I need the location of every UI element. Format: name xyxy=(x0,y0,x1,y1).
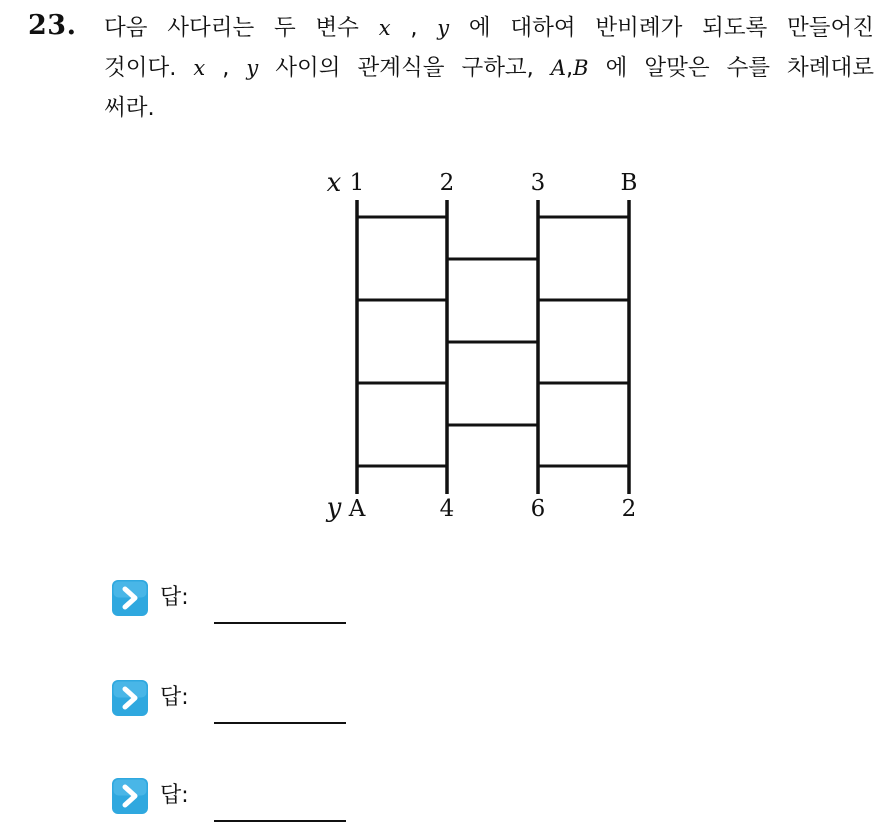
var-y: y xyxy=(437,16,450,40)
separator: , xyxy=(205,55,247,81)
answer-blank[interactable] xyxy=(214,722,346,724)
ladder-bottom-value: 6 xyxy=(530,496,546,522)
var-x: x xyxy=(193,56,206,80)
comma: , xyxy=(566,55,574,81)
separator: , xyxy=(390,15,438,41)
answer-label: 답: xyxy=(160,585,189,610)
var-B: B xyxy=(573,56,589,80)
ladder-bottom-value: 4 xyxy=(439,496,455,522)
question-line-2-b: 사이의 관계식을 구하고, xyxy=(258,55,551,81)
question-line-1-b: 에 대하여 반비례가 되도록 만들어진 xyxy=(449,15,874,41)
answer-blank[interactable] xyxy=(214,820,346,822)
ladder-bottom-value: 2 xyxy=(621,496,637,522)
question-line-2-a: 것이다. xyxy=(104,55,194,81)
var-y: y xyxy=(246,56,259,80)
ladder-bottom-var: y xyxy=(326,493,342,523)
question-line-1-a: 다음 사다리는 두 변수 xyxy=(104,15,379,41)
chevron-right-icon xyxy=(112,680,148,716)
ladder-top-value: 3 xyxy=(530,170,546,196)
question-line-2-c: 에 알맞은 수를 차례대로 xyxy=(588,55,874,81)
var-A: A xyxy=(550,56,566,80)
ladder-top-value: B xyxy=(620,170,638,196)
question-line-3: 써라. xyxy=(104,95,155,121)
answer-label: 답: xyxy=(160,783,189,808)
chevron-right-icon xyxy=(112,778,148,814)
ladder-top-value: 2 xyxy=(439,170,455,196)
question-number: 23. xyxy=(28,10,77,41)
chevron-right-icon xyxy=(112,580,148,616)
ladder-top-var: x xyxy=(326,168,342,198)
ladder-bottom-value: A xyxy=(348,496,366,522)
ladder-top-value: 1 xyxy=(349,170,365,196)
var-x: x xyxy=(378,16,391,40)
answer-blank[interactable] xyxy=(214,622,346,624)
answer-label: 답: xyxy=(160,685,189,710)
